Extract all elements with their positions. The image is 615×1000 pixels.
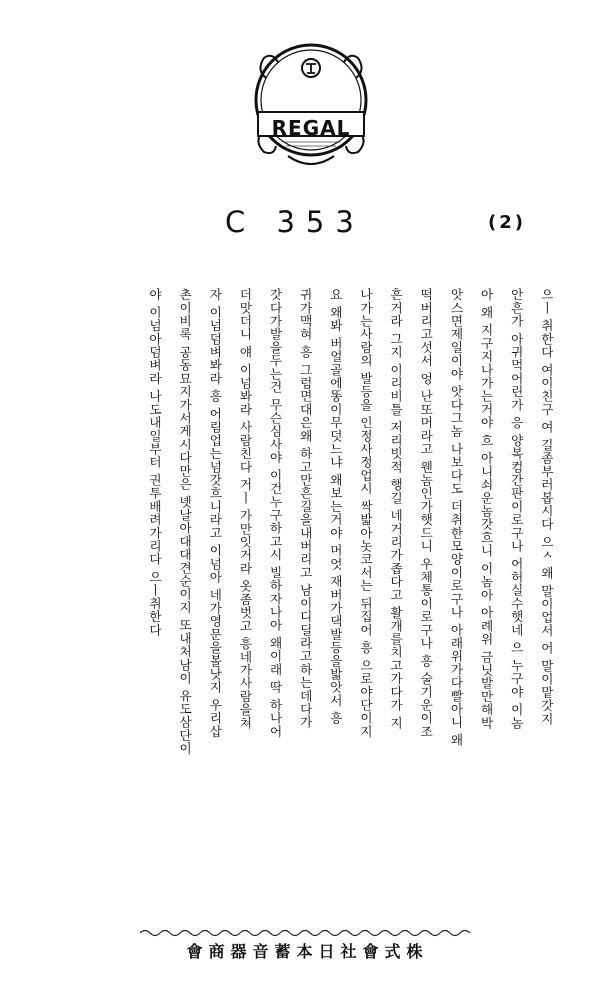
lyric-line: 갓다가발을두는건 무슨심사야 이건누구하고시 빌하자나아 왜이래 딱 하나어 [267, 288, 283, 739]
publisher-footer: 會商器音蓄本日社會式株 [186, 942, 429, 961]
lyric-line: 떡버리고섯서 엉 난또머라고 웬놈인가햇드니 우체통이로구나 흥 술기운이조 [418, 288, 434, 739]
record-number: C 353 [225, 205, 365, 239]
lyric-line: 앗스면제일이야 앗다그놈 나보다도 더취한모양이로구나 아래위가다빨아니 왜 [448, 288, 464, 747]
logo-text: REGAL [271, 116, 351, 140]
lyric-line: 귀가맥혀 흥 그럼면대은왜 하고만흔길을내버리고 남이디딜라고하는데다가 [297, 288, 313, 729]
regal-logo-emblem [248, 28, 374, 178]
lyric-line: 야 이넘아덤벼라 나도내일부터 권투배려가리다 으ㅣ취한다 [147, 288, 162, 637]
lyric-line: 요 왜봐 버얼골에똥이무덧느냐 왜보는거야 머엇 재버가댁발등을밟앗서 흥 [327, 288, 343, 725]
lyric-line: 나가는사람의 발등을 인정사정업시 싹밟아놋코서는 뒤집어 흥 으로야단이지 [357, 288, 373, 739]
regal-logo [248, 28, 374, 178]
lyric-line: 으ㅣ 취한다 여이친구 여 길좀부러봅시다 으ㅅ 왜 말이업서 어 말이맡갓지 [538, 288, 554, 726]
lyric-line: 흔거라 그지 이리비틀 저리빗적 행길 네거리가좁다고 활개를치고가다가 지 [388, 288, 404, 730]
lyrics-block [145, 288, 555, 924]
lyric-line: 촌이비록 공동묘지가서게시다만은 녯날아대대견순이지 또내처남이 유도삼단이 [177, 288, 193, 756]
wavy-divider [140, 928, 470, 938]
lyric-line: 안흔가 아귀먹어린가 응 양복컴간판이로구나 어허실수햇네 으 누구야 이놈 [508, 288, 524, 730]
side-label: (2) [488, 212, 526, 233]
lyric-line: 아 왜 지구지나가는거야 흐 아니쇠운놈갓흐니 이놈아 아례위 금닛발만해박 [478, 288, 494, 730]
lyric-line: 자 이넘덤벼봐라 흥 어림업는넘갓흐니라고 이넘아 네가영문을볼낫지 우리삽 [207, 288, 223, 739]
lyric-line: 더맛더니 얘 이넘봐라 사람친다 거ㅣ 가만잇거라 옷좀벗고 흥네가사람을쳐 [237, 288, 253, 730]
